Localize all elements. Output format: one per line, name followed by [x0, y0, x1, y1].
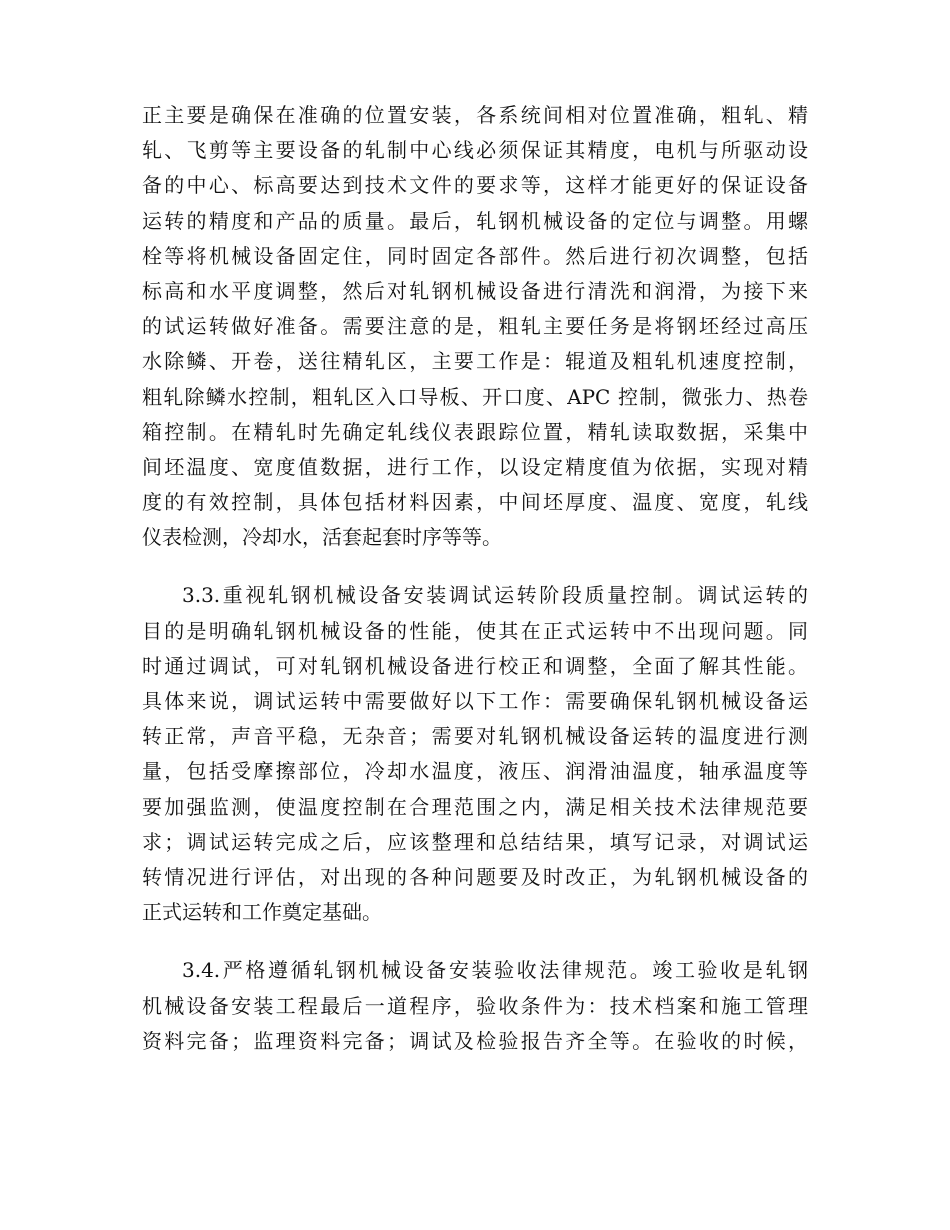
text-line: 的试运转做好准备。需要注意的是，粗轧主要任务是将钢坯经过高压	[142, 314, 808, 339]
paragraph-installation-adjustment	[142, 98, 808, 555]
text-line: 运转的精度和产品的质量。最后，轧钢机械设备的定位与调整。用螺	[142, 208, 808, 233]
text-line: 正主要是确保在准确的位置安装，各系统间相对位置准确，粗轧、精	[142, 103, 808, 127]
text-line: 机械设备安装工程最后一道程序，验收条件为：技术档案和施工管理	[142, 993, 808, 1018]
text-line: 栓等将机械设备固定住，同时固定各部件。然后进行初次调整，包括	[142, 243, 808, 268]
paragraph-section-3-4	[142, 953, 808, 1059]
text-line: 目的是明确轧钢机械设备的性能，使其在正式运转中不出现问题。同	[142, 618, 808, 643]
text-line: 仪表检测，冷却水，活套起套时序等等。	[142, 525, 502, 550]
text-line: 备的中心、标高要达到技术文件的要求等，这样才能更好的保证设备	[142, 173, 808, 198]
text-line: 正式运转和工作奠定基础。	[142, 900, 382, 925]
document-page	[142, 98, 808, 1082]
text-line: 转情况进行评估，对出现的各种问题要及时改正，为轧钢机械设备的	[142, 864, 808, 889]
text-line: 时通过调试，可对轧钢机械设备进行校正和调整，全面了解其性能。	[142, 653, 808, 678]
text-line: 要加强监测，使温度控制在合理范围之内，满足相关技术法律规范要	[142, 794, 808, 819]
text-line: 间坯温度、宽度值数据，进行工作，以设定精度值为依据，实现对精	[142, 454, 808, 479]
text-line: 粗轧除鳞水控制，粗轧区入口导板、开口度、APC 控制，微张力、热卷	[142, 384, 808, 409]
text-line: 量，包括受摩擦部位，冷却水温度，液压、润滑油温度，轴承温度等	[142, 759, 808, 784]
text-line: 资料完备；监理资料完备；调试及检验报告齐全等。在验收的时候，	[142, 1028, 808, 1053]
text-line: 箱控制。在精轧时先确定轧线仪表跟踪位置，精轧读取数据，采集中	[142, 419, 808, 444]
section-3-4-heading-line: 3.4.严格遵循轧钢机械设备安装验收法律规范。竣工验收是轧钢	[182, 958, 808, 983]
text-line: 水除鳞、开卷，送往精轧区，主要工作是：辊道及粗轧机速度控制，	[142, 349, 808, 374]
text-line: 转正常，声音平稳，无杂音；需要对轧钢机械设备运转的温度进行测	[142, 724, 808, 749]
text-line: 度的有效控制，具体包括材料因素，中间坯厚度、温度、宽度，轧线	[142, 490, 808, 515]
text-line: 标高和水平度调整，然后对轧钢机械设备进行清洗和润滑，为接下来	[142, 278, 808, 303]
text-line: 轧、飞剪等主要设备的轧制中心线必须保证其精度，电机与所驱动设	[142, 138, 808, 163]
text-line: 求；调试运转完成之后，应该整理和总结结果，填写记录，对调试运	[142, 829, 808, 854]
text-line: 具体来说，调试运转中需要做好以下工作：需要确保轧钢机械设备运	[142, 689, 808, 713]
section-3-3-heading-line: 3.3.重视轧钢机械设备安装调试运转阶段质量控制。调试运转的	[182, 583, 808, 608]
paragraph-section-3-3	[142, 578, 808, 930]
